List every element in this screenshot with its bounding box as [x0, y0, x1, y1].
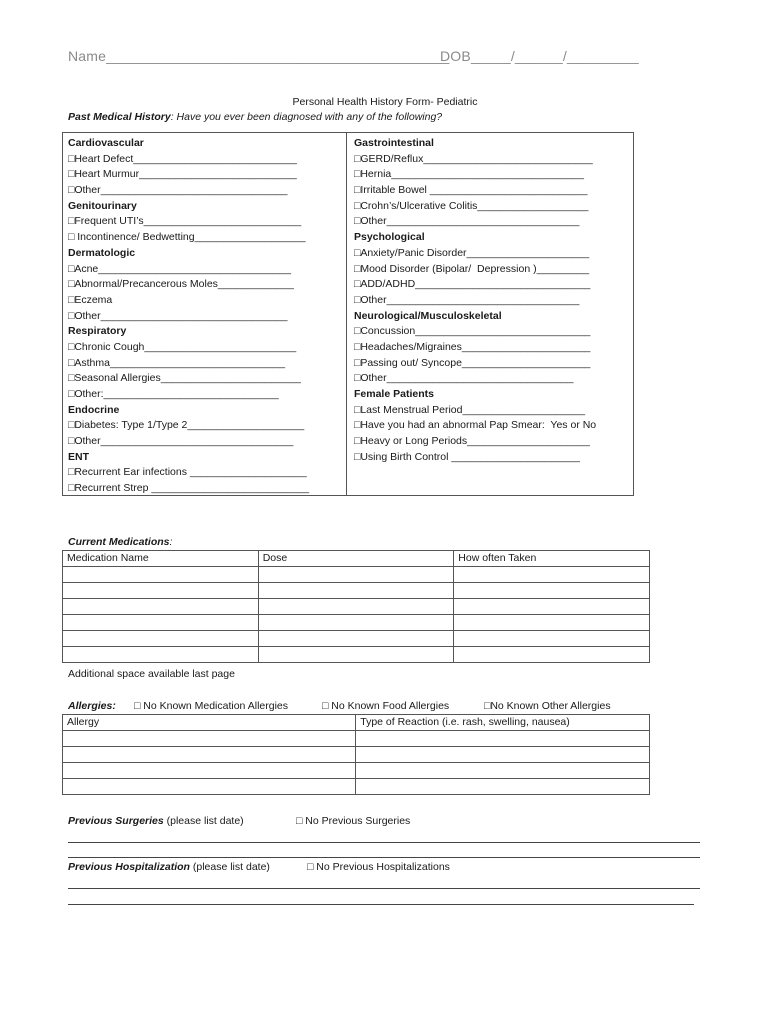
medication-cell[interactable] [454, 615, 650, 631]
condition-item-heavy-or-long-periods[interactable]: □Heavy or Long Periods_____________________ [354, 435, 590, 448]
allergy-cell[interactable] [63, 763, 356, 779]
medication-row [63, 647, 650, 663]
allergy-row [63, 747, 650, 763]
condition-item-acne[interactable]: □Acne_________________________________ [68, 262, 291, 275]
allergy-cell[interactable] [356, 779, 650, 795]
medication-cell[interactable] [258, 599, 454, 615]
condition-item-hernia[interactable]: □Hernia_________________________________ [354, 168, 584, 181]
condition-item-diabetes-type-1-type-2[interactable]: □Diabetes: Type 1/Type 2____________________ [68, 419, 305, 432]
allergy-cell[interactable] [63, 779, 356, 795]
past-medical-history-label: Past Medical History [68, 111, 171, 123]
condition-item-irritable-bowel[interactable]: □Irritable Bowel ___________________________ [354, 184, 588, 197]
condition-item-have-you-had-an-abnormal-pap-smear-yes-o[interactable]: □Have you had an abnormal Pap Smear: Yes or No [354, 419, 597, 432]
previous-hospitalization-label: Previous Hospitalization [68, 861, 190, 873]
medication-cell[interactable] [63, 647, 259, 663]
medications-header-row [63, 551, 650, 567]
condition-item-concussion[interactable]: □Concussion______________________________ [354, 325, 591, 338]
section-heading-respiratory: Respiratory [68, 325, 127, 338]
medication-cell[interactable] [454, 599, 650, 615]
previous-hospitalization-hint: (please list date) [189, 861, 270, 873]
condition-item-other[interactable]: □Other:______________________________ [68, 388, 279, 400]
condition-item-recurrent-ear-infections[interactable]: □Recurrent Ear infections ____________________ [68, 466, 307, 479]
column-divider [346, 132, 347, 496]
medication-cell[interactable] [63, 567, 259, 583]
allergy-row [63, 731, 650, 747]
form-title: Personal Health History Form- Pediatric [292, 96, 478, 108]
condition-item-other[interactable]: □Other________________________________ [354, 372, 574, 385]
section-heading-dermatologic: Dermatologic [68, 246, 136, 259]
condition-item-heart-murmur[interactable]: □Heart Murmur___________________________ [68, 168, 297, 181]
allergies-header-row [63, 715, 650, 731]
medication-row [63, 615, 650, 631]
condition-item-incontinence-bedwetting[interactable]: □ Incontinence/ Bedwetting___________________ [68, 231, 306, 244]
allergy-cell[interactable] [63, 747, 356, 763]
condition-item-crohn-s-ulcerative-colitis[interactable]: □Crohn’s/Ulcerative Colitis___________________ [354, 199, 589, 212]
condition-item-mood-disorder-bipolar-depression[interactable]: □Mood Disorder (Bipolar/ Depression )_________ [354, 262, 590, 275]
condition-item-heart-defect[interactable]: □Heart Defect____________________________ [68, 152, 297, 165]
condition-item-other[interactable]: □Other_________________________________ [354, 215, 580, 228]
condition-item-asthma[interactable]: □Asthma______________________________ [68, 356, 286, 369]
section-heading-genitourinary: Genitourinary [68, 199, 137, 212]
medication-cell[interactable] [63, 615, 259, 631]
medication-row [63, 631, 650, 647]
current-medications-colon: : [169, 536, 173, 548]
medication-cell[interactable] [454, 567, 650, 583]
medication-cell[interactable] [454, 583, 650, 599]
additional-space-note: Additional space available last page [68, 668, 235, 680]
previous-surgeries-heading [68, 815, 244, 827]
condition-item-gerd-reflux[interactable]: □GERD/Reflux_____________________________ [354, 152, 593, 165]
section-heading-female-patients: Female Patients [354, 388, 434, 400]
current-medications-heading [68, 536, 172, 548]
past-medical-left-column [68, 136, 309, 497]
condition-item-anxiety-panic-disorder[interactable]: □Anxiety/Panic Disorder_____________________ [354, 246, 590, 259]
medication-row [63, 599, 650, 615]
medication-cell[interactable] [258, 583, 454, 599]
medications-table [62, 550, 650, 663]
current-medications-label: Current Medications [68, 536, 170, 548]
surgeries-line-2[interactable] [68, 857, 700, 858]
condition-item-using-birth-control[interactable]: □Using Birth Control ______________________ [354, 450, 580, 463]
no-known-medication-allergies-checkbox[interactable]: □ No Known Medication Allergies [134, 700, 289, 712]
condition-item-other[interactable]: □Other_________________________________ [68, 435, 294, 448]
medication-cell[interactable] [63, 631, 259, 647]
section-heading-ent: ENT [68, 450, 89, 463]
dob-field[interactable]: DOB_____/______/_________ [440, 48, 639, 64]
medication-name-header: Medication Name [63, 551, 259, 567]
allergy-row [63, 763, 650, 779]
condition-item-chronic-cough[interactable]: □Chronic Cough__________________________ [68, 340, 297, 353]
section-heading-gastrointestinal: Gastrointestinal [354, 137, 434, 149]
condition-item-recurrent-strep[interactable]: □Recurrent Strep ___________________________ [68, 482, 310, 495]
section-heading-neurological-musculoskeletal: Neurological/Musculoskeletal [354, 309, 502, 322]
allergy-cell[interactable] [356, 747, 650, 763]
no-known-food-allergies-checkbox[interactable]: □ No Known Food Allergies [322, 700, 450, 712]
past-medical-history-heading [68, 111, 442, 123]
condition-item-other[interactable]: □Other_________________________________ [354, 293, 580, 306]
medication-cell[interactable] [454, 647, 650, 663]
medication-cell[interactable] [63, 583, 259, 599]
dose-header: Dose [258, 551, 454, 567]
condition-item-frequent-uti-s[interactable]: □Frequent UTI’s___________________________ [68, 215, 302, 228]
allergies-label-text: Allergies: [68, 700, 116, 712]
no-previous-surgeries-checkbox[interactable]: □ No Previous Surgeries [296, 815, 411, 827]
allergy-cell[interactable] [63, 731, 356, 747]
condition-item-add-adhd[interactable]: □ADD/ADHD______________________________ [354, 278, 591, 291]
section-heading-psychological: Psychological [354, 231, 425, 244]
condition-item-other[interactable]: □Other________________________________ [68, 184, 288, 197]
medication-cell[interactable] [258, 647, 454, 663]
name-field[interactable]: Name___________________________________________ [68, 48, 450, 64]
no-previous-hospitalizations-checkbox[interactable]: □ No Previous Hospitalizations [307, 861, 450, 873]
condition-item-last-menstrual-period[interactable]: □Last Menstrual Period_____________________ [354, 403, 586, 416]
allergy-header: Allergy [63, 715, 356, 731]
previous-surgeries-label: Previous Surgeries [68, 815, 164, 827]
condition-item-abnormal-precancerous-moles[interactable]: □Abnormal/Precancerous Moles_____________ [68, 278, 294, 291]
condition-item-seasonal-allergies[interactable]: □Seasonal Allergies________________________ [68, 372, 301, 385]
allergy-cell[interactable] [356, 763, 650, 779]
medication-cell[interactable] [454, 631, 650, 647]
past-medical-history-question: : Have you ever been diagnosed with any of the following? [170, 111, 443, 123]
condition-item-passing-out-syncope[interactable]: □Passing out/ Syncope______________________ [354, 356, 591, 369]
no-known-other-allergies-checkbox[interactable]: □No Known Other Allergies [484, 700, 611, 712]
medication-cell[interactable] [63, 599, 259, 615]
hospitalization-line-1[interactable] [68, 888, 700, 889]
section-heading-endocrine: Endocrine [68, 403, 120, 416]
condition-item-headaches-migraines[interactable]: □Headaches/Migraines______________________ [354, 340, 591, 353]
how-often-header: How often Taken [454, 551, 650, 567]
medication-cell[interactable] [258, 615, 454, 631]
surgeries-line-1[interactable] [68, 842, 700, 843]
previous-surgeries-hint: (please list date) [163, 815, 244, 827]
medication-cell[interactable] [258, 567, 454, 583]
previous-hospitalization-heading [68, 861, 270, 873]
medication-cell[interactable] [258, 631, 454, 647]
allergies-table [62, 714, 650, 795]
reaction-header: Type of Reaction (i.e. rash, swelling, nausea) [356, 715, 650, 731]
condition-item-other[interactable]: □Other________________________________ [68, 309, 288, 322]
medication-row [63, 583, 650, 599]
allergy-cell[interactable] [356, 731, 650, 747]
hospitalization-line-2[interactable] [68, 904, 694, 905]
past-medical-right-column [354, 136, 596, 465]
allergy-row [63, 779, 650, 795]
condition-item-eczema[interactable]: □Eczema [68, 293, 113, 306]
allergies-label [68, 700, 116, 712]
medication-row [63, 567, 650, 583]
section-heading-cardiovascular: Cardiovascular [68, 137, 144, 149]
